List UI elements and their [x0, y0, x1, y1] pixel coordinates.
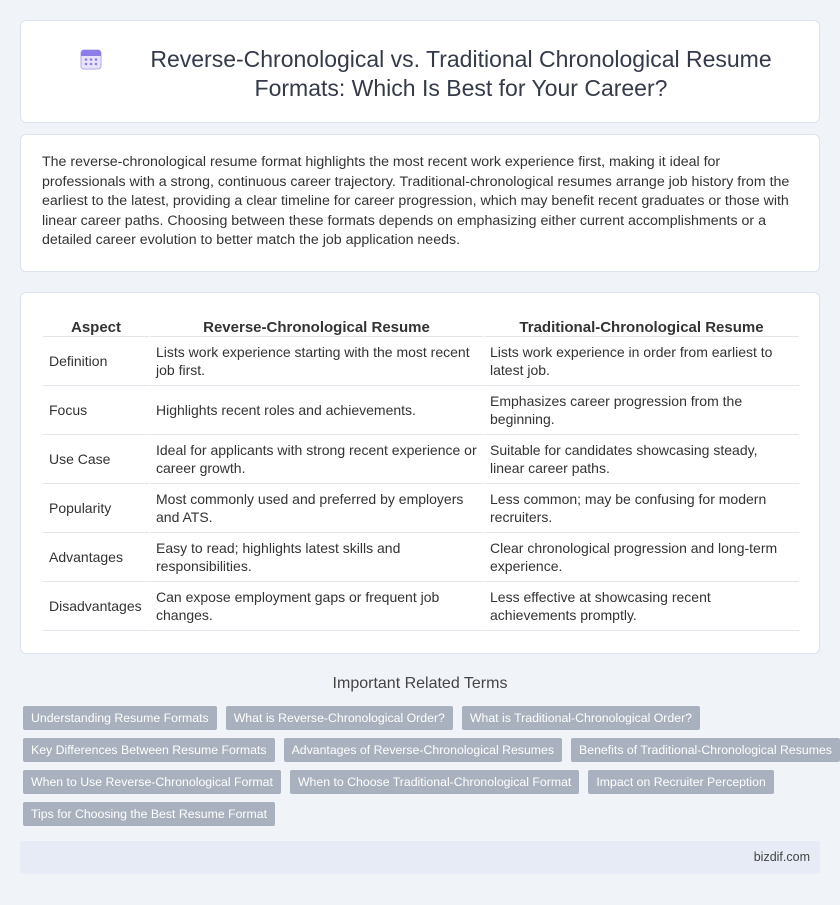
related-term-link[interactable]: What is Reverse-Chronological Order?: [226, 706, 453, 730]
related-term-link[interactable]: Advantages of Reverse-Chronological Resumes: [284, 738, 562, 762]
table-cell-aspect: Advantages: [43, 533, 149, 582]
table-cell-aspect: Use Case: [43, 435, 149, 484]
tag-row: [23, 738, 832, 762]
page-title: [121, 45, 801, 103]
table-header-reverse: Reverse-Chronological Resume: [149, 315, 483, 337]
related-terms-list: [23, 706, 832, 834]
intro-paragraph: The reverse-chronological resume format highlights the most recent work experience first, making it ideal for professionals with a strong, continuous career trajectory. Traditional-chronological resumes arrange job history from the earliest to the latest, providing a clear timeline for career progression, which may benefit recent graduates or those with linear career paths. Choosing between these formats depends on emphasizing either current accomplishments or a detailed career evolution to better match the job application needs.: [42, 154, 790, 249]
table-cell-reverse: Most commonly used and preferred by employers and ATS.: [149, 484, 483, 533]
table-row: [43, 435, 799, 484]
calendar-icon: [79, 47, 103, 71]
table-header-row: [43, 315, 799, 337]
table-row: [43, 386, 799, 435]
footer-site-link[interactable]: bizdif.com: [753, 850, 810, 864]
table-row: [43, 582, 799, 631]
related-term-link[interactable]: When to Use Reverse-Chronological Format: [23, 770, 281, 794]
table-cell-reverse: Highlights recent roles and achievements.: [149, 386, 483, 435]
tag-row: [23, 706, 823, 730]
table-cell-traditional: Suitable for candidates showcasing steady, linear career paths.: [483, 435, 799, 484]
table-cell-traditional: Less common; may be confusing for modern recruiters.: [483, 484, 799, 533]
related-term-link[interactable]: Benefits of Traditional-Chronological Resumes: [571, 738, 840, 762]
intro-card: [20, 134, 820, 272]
tag-row: [23, 802, 823, 826]
related-term-link[interactable]: Impact on Recruiter Perception: [588, 770, 774, 794]
related-term-link[interactable]: What is Traditional-Chronological Order?: [462, 706, 700, 730]
tag-row: [23, 770, 823, 794]
table-cell-aspect: Disadvantages: [43, 582, 149, 631]
comparison-card: [20, 292, 820, 654]
related-term-link[interactable]: Key Differences Between Resume Formats: [23, 738, 275, 762]
table-cell-traditional: Less effective at showcasing recent achievements promptly.: [483, 582, 799, 631]
table-cell-reverse: Can expose employment gaps or frequent job changes.: [149, 582, 483, 631]
table-cell-reverse: Easy to read; highlights latest skills and responsibilities.: [149, 533, 483, 582]
comparison-table: [43, 315, 799, 631]
table-row: [43, 337, 799, 386]
table-cell-reverse: Ideal for applicants with strong recent experience or career growth.: [149, 435, 483, 484]
related-term-link[interactable]: When to Choose Traditional-Chronological Format: [290, 770, 579, 794]
related-term-link[interactable]: Tips for Choosing the Best Resume Format: [23, 802, 275, 826]
table-header-traditional: Traditional-Chronological Resume: [483, 315, 799, 337]
table-cell-reverse: Lists work experience starting with the most recent job first.: [149, 337, 483, 386]
table-cell-traditional: Lists work experience in order from earliest to latest job.: [483, 337, 799, 386]
page-title-line1: Reverse-Chronological vs. Traditional Chronological Resume: [150, 46, 772, 72]
table-row: [43, 533, 799, 582]
table-cell-traditional: Emphasizes career progression from the beginning.: [483, 386, 799, 435]
table-cell-aspect: Definition: [43, 337, 149, 386]
related-term-link[interactable]: Understanding Resume Formats: [23, 706, 217, 730]
footer: [20, 841, 820, 874]
page-title-line2: Formats: Which Is Best for Your Career?: [254, 75, 668, 101]
table-cell-traditional: Clear chronological progression and long-term experience.: [483, 533, 799, 582]
table-cell-aspect: Popularity: [43, 484, 149, 533]
related-terms-heading: Important Related Terms: [332, 675, 508, 692]
table-cell-aspect: Focus: [43, 386, 149, 435]
header-card: [20, 20, 820, 123]
table-header-aspect: Aspect: [43, 315, 149, 337]
table-row: [43, 484, 799, 533]
